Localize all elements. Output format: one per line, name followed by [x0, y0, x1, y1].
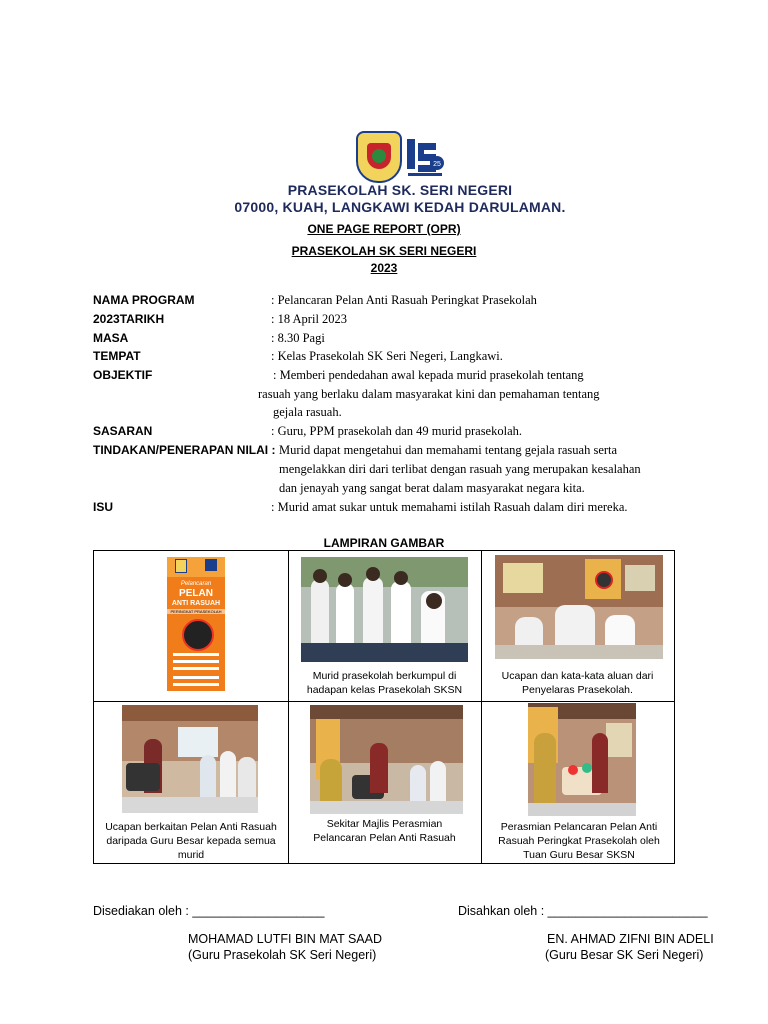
field-label-place: TEMPAT [93, 349, 141, 363]
photo-students-gathering [301, 557, 468, 662]
poster-title2: ANTI RASUAH [171, 600, 221, 607]
field-label-issue: ISU [93, 500, 114, 514]
school-crest-logo [356, 131, 402, 183]
attachments-title: LAMPIRAN GAMBAR [323, 536, 445, 550]
no-bribe-icon [182, 619, 214, 651]
field-value-time: : 8.30 Pagi [271, 331, 325, 345]
field-value-objective-line1: : Memberi pendedahan awal kepada murid prasekolah tentang [273, 368, 584, 382]
prepared-by-role: (Guru Prasekolah SK Seri Negeri) [188, 948, 377, 962]
prepared-by-label: Disediakan oleh : ___________________ [93, 904, 325, 918]
field-value-program: : Pelancaran Pelan Anti Rasuah Peringkat Prasekolah [271, 293, 537, 307]
school-address: 07000, KUAH, LANGKAWI KEDAH DARULAMAN. [234, 199, 566, 215]
caption-2: Murid prasekolah berkumpul di hadapan kelas Prasekolah SKSN [306, 670, 463, 696]
approved-by-label: Disahkan oleh : _______________________ [458, 904, 708, 918]
field-value-issue: : Murid amat sukar untuk memahami istilah Rasuah dalam diri mereka. [271, 500, 628, 514]
field-value-objective-line3: gejala rasuah. [273, 405, 342, 419]
field-value-action-line1: Murid dapat mengetahui dan memahami tentang gejala rasuah serta [279, 443, 618, 457]
poster-subtitle: Pelancaran [180, 581, 212, 587]
photo-grid [93, 550, 675, 864]
photo-headmaster-speech [122, 705, 258, 813]
caption-4: Ucapan berkaitan Pelan Anti Rasuah daripada Guru Besar kepada semua murid [105, 821, 277, 861]
field-value-target: : Guru, PPM prasekolah dan 49 murid prasekolah. [271, 424, 523, 438]
approved-by-role: (Guru Besar SK Seri Negeri) [545, 948, 704, 962]
svg-text:25: 25 [433, 161, 441, 168]
caption-5: Sekitar Majlis Perasmian Pelancaran Pelan Anti Rasuah [313, 818, 456, 844]
field-value-action-line2: mengelakkan diri dari terlibat dengan rasuah yang merupakan kesalahan [279, 462, 641, 476]
prepared-by-name: MOHAMAD LUTFI BIN MAT SAAD [188, 932, 383, 946]
report-type: ONE PAGE REPORT (OPR) [307, 222, 461, 236]
caption-6: Perasmian Pelancaran Pelan Anti Rasuah Peringkat Prasekolah oleh Tuan Guru Besar SKSN [498, 821, 660, 861]
report-year: 2023 [370, 261, 398, 275]
caption-3: Ucapan dan kata-kata aluan dari Penyelaras Prasekolah. [501, 670, 654, 696]
photo-officiating [528, 703, 636, 816]
photo-launch-ceremony [310, 705, 463, 814]
field-label-target: SASARAN [93, 424, 153, 438]
field-value-place: : Kelas Prasekolah SK Seri Negeri, Langkawi. [271, 349, 503, 363]
field-label-objective: OBJEKTIF [93, 368, 153, 382]
field-label-program: NAMA PROGRAM [93, 293, 195, 307]
field-label-date: 2023TARIKH [93, 312, 165, 326]
program-poster [167, 557, 225, 691]
field-value-action-line3: dan jenayah yang sangat berat dalam masyarakat negara kita. [279, 481, 585, 495]
report-school: PRASEKOLAH SK SERI NEGERI [291, 244, 477, 258]
is-25-logo [404, 133, 446, 181]
field-value-objective-line2: rasuah yang berlaku dalam masyarakat kini dan pemahaman tentang [258, 387, 600, 401]
poster-title: PELAN [179, 588, 213, 599]
field-value-date: : 18 April 2023 [271, 312, 348, 326]
field-label-time: MASA [93, 331, 129, 345]
approved-by-name: EN. AHMAD ZIFNI BIN ADELI [547, 932, 714, 946]
poster-level: PERINGKAT PRASEKOLAH [167, 609, 225, 614]
photo-welcome-speech [495, 555, 663, 659]
school-name: PRASEKOLAH SK. SERI NEGERI [287, 182, 513, 198]
field-label-action: TINDAKAN/PENERAPAN NILAI : [93, 443, 276, 457]
